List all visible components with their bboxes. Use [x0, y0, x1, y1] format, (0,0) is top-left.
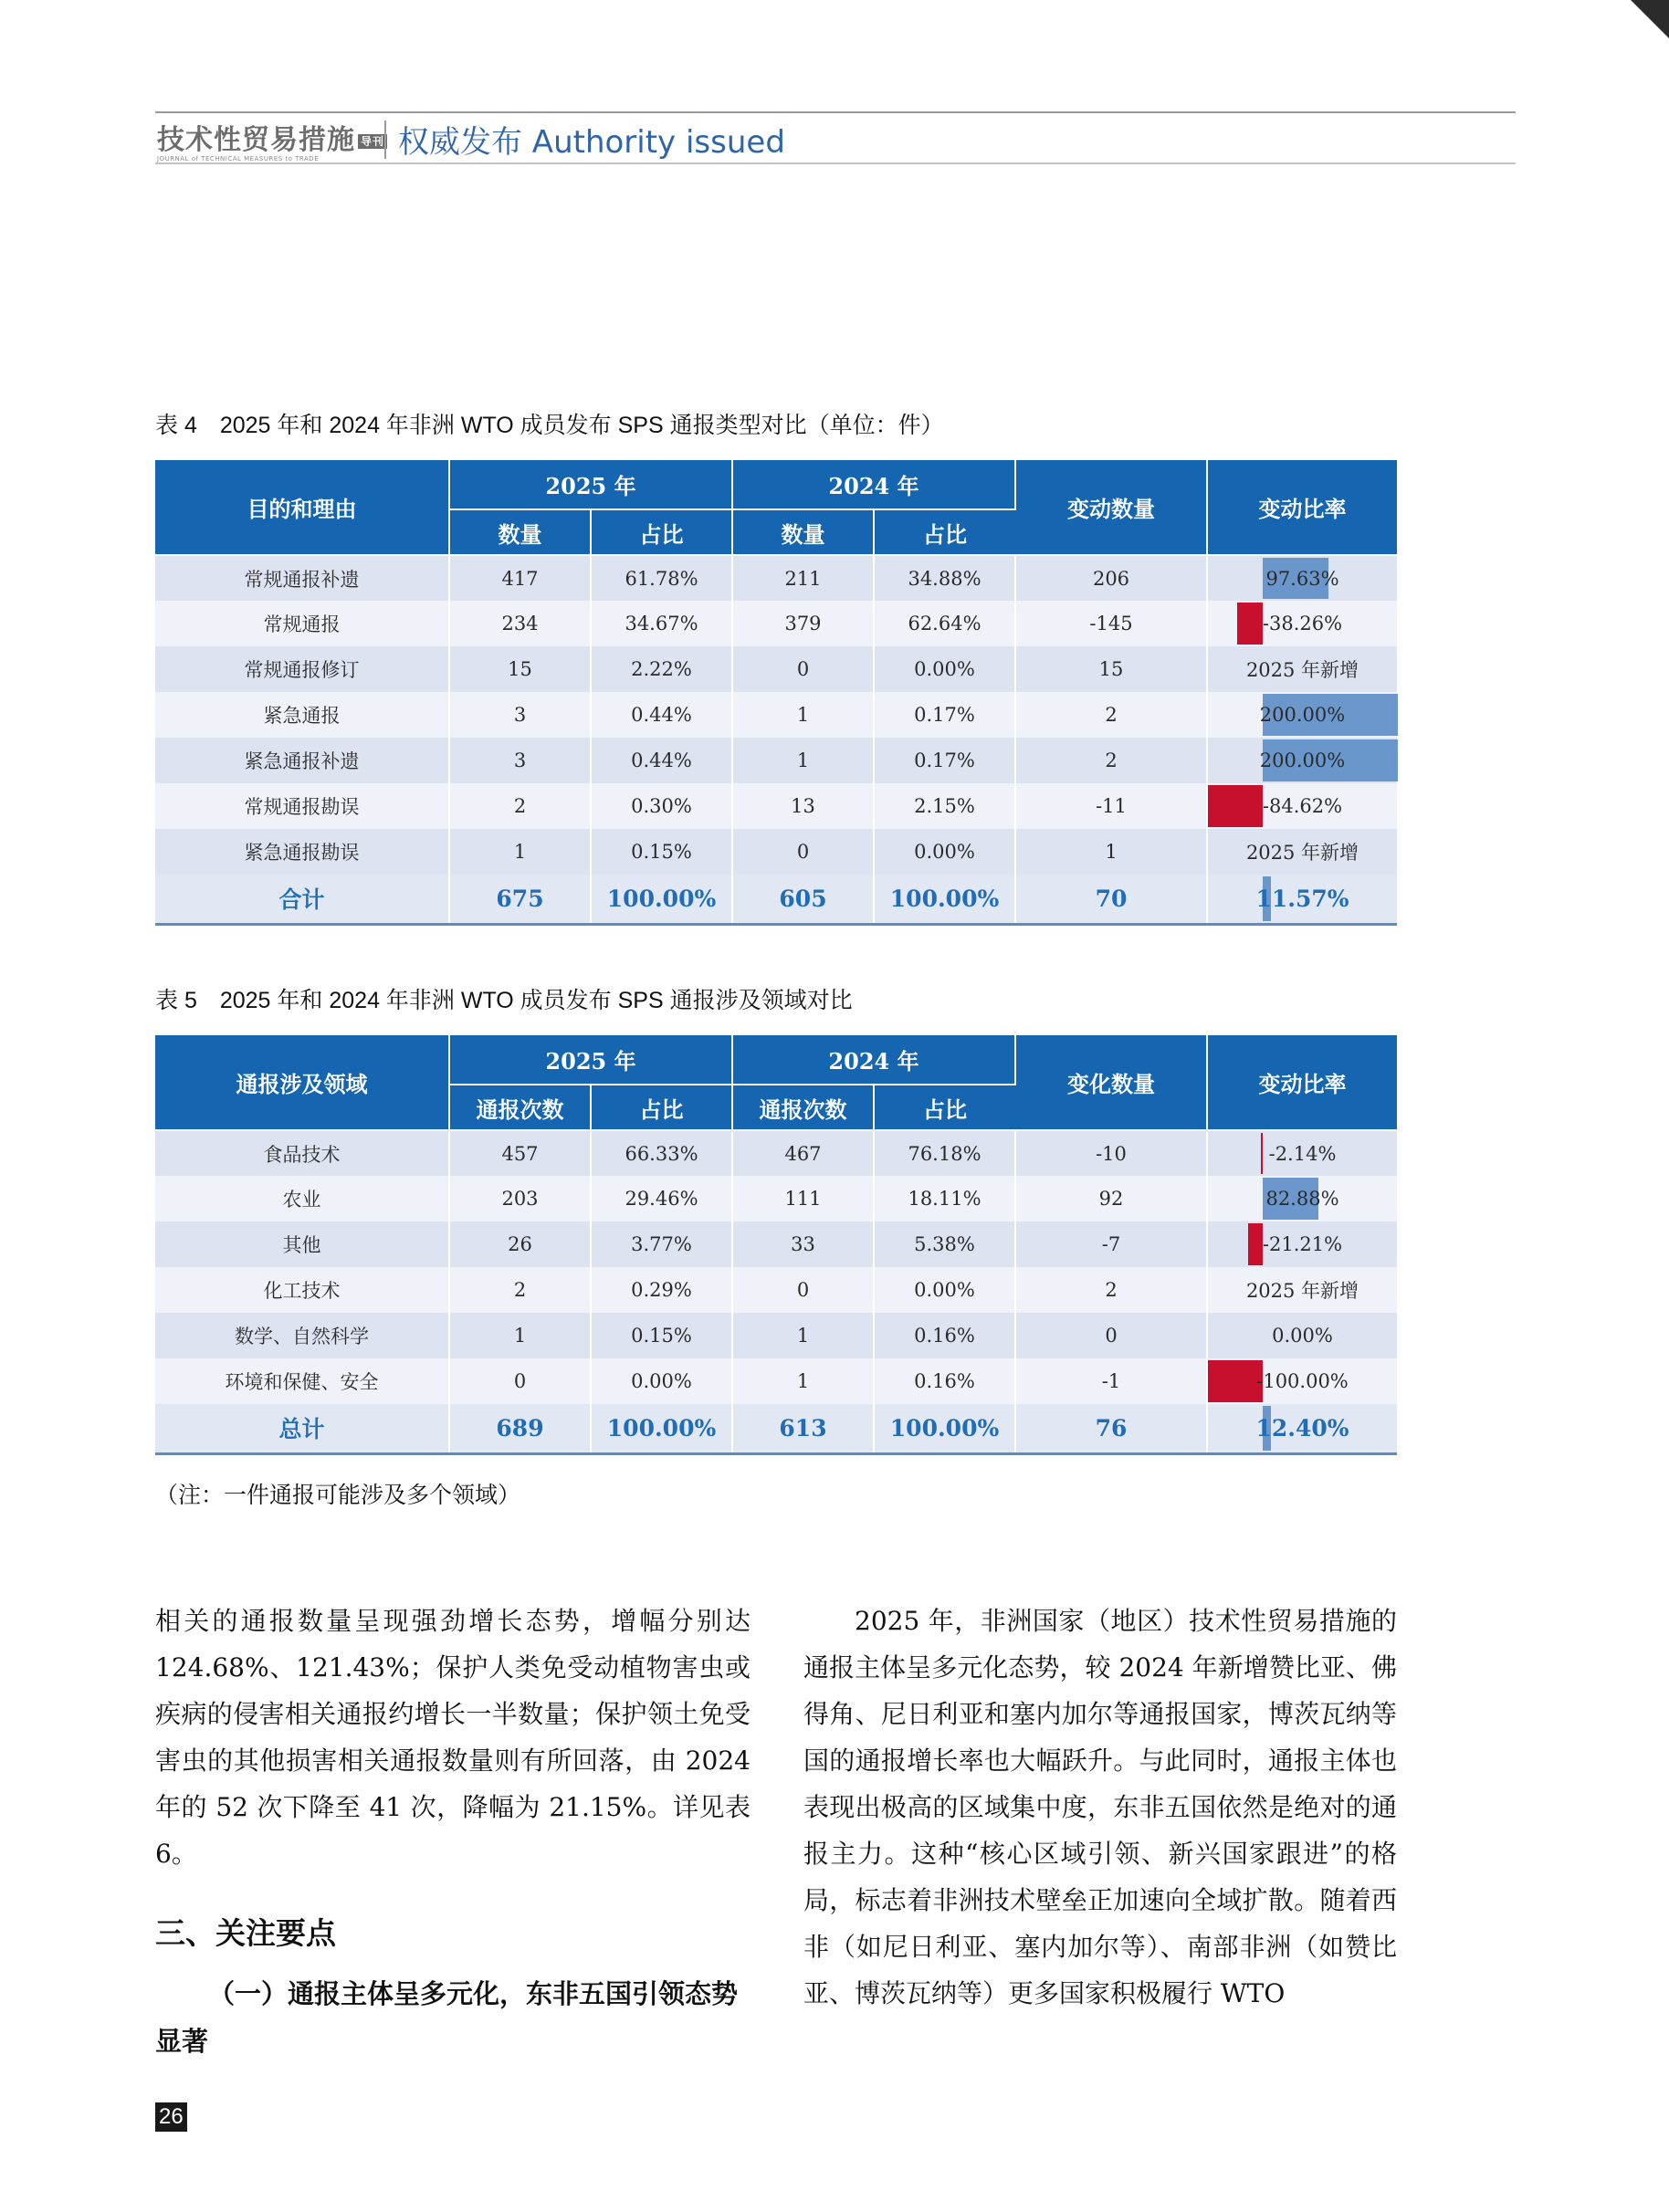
rate-value: 0.00% [1272, 1325, 1333, 1347]
count-2024: 1 [732, 1313, 874, 1358]
share-2025: 0.29% [591, 1267, 732, 1313]
share-2024: 100.00% [874, 1404, 1015, 1453]
change-rate [1207, 1176, 1397, 1221]
share-2024: 0.00% [874, 829, 1015, 875]
table4-head-2024: 2024 年 [732, 460, 1015, 509]
share-2024: 18.11% [874, 1176, 1015, 1221]
section-heading: 三、关注要点 [155, 1915, 336, 1951]
count-2024: 1 [732, 1358, 874, 1404]
table4-head-2025: 2025 年 [449, 460, 732, 509]
change-rate [1207, 692, 1397, 738]
row-label: 紧急通报 [155, 692, 449, 738]
count-2025: 3 [449, 692, 591, 738]
rate-value: 11.57% [1255, 885, 1349, 912]
table-row [155, 692, 1397, 738]
change-rate [1207, 829, 1397, 875]
rate-bar-negative [1237, 603, 1263, 645]
rate-value: 2025 年新增 [1245, 842, 1359, 864]
count-2024: 0 [732, 829, 874, 875]
row-label: 农业 [155, 1176, 449, 1221]
change-count: -11 [1015, 783, 1207, 829]
count-2025: 3 [449, 738, 591, 783]
share-2024: 0.00% [874, 646, 1015, 692]
change-rate [1207, 601, 1397, 646]
table4-head-share-2024: 占比 [874, 509, 1015, 555]
header-rule-bottom [155, 162, 1516, 164]
row-label: 常规通报补遗 [155, 555, 449, 601]
change-rate [1207, 1404, 1397, 1453]
table-row [155, 1267, 1397, 1313]
share-2024: 2.15% [874, 783, 1015, 829]
count-2025: 1 [449, 829, 591, 875]
rate-value: 200.00% [1259, 704, 1346, 726]
change-count: 2 [1015, 1267, 1207, 1313]
share-2025: 66.33% [591, 1130, 732, 1176]
table-row [155, 1313, 1397, 1358]
count-2024: 1 [732, 692, 874, 738]
change-count: 206 [1015, 555, 1207, 601]
change-rate [1207, 1313, 1397, 1358]
row-label: 紧急通报勘误 [155, 829, 449, 875]
change-rate [1207, 875, 1397, 924]
table5-head-2024: 2024 年 [732, 1035, 1015, 1085]
count-2025: 1 [449, 1313, 591, 1358]
table5-head-change-rate: 变动比率 [1207, 1035, 1397, 1130]
change-rate [1207, 783, 1397, 829]
left-paragraph: 相关的通报数量呈现强劲增长态势，增幅分别达 124.68%、121.43%；保护人类免受动植物害虫或疾病的侵害相关通报约增长一半数量；保护领土免受害虫的其他损害相关通报数量则有所回落，由 2024 年的 52 次下降至 41 次，降幅为 21.15%。详见表 6。 [155, 1606, 751, 1869]
table5-caption: 表 5 2025 年和 2024 年非洲 WTO 成员发布 SPS 通报涉及领域对比 [155, 988, 853, 1013]
count-2025: 2 [449, 783, 591, 829]
table5-head-share-2024: 占比 [874, 1085, 1015, 1130]
change-rate [1207, 1221, 1397, 1267]
rate-bar-negative [1261, 1133, 1263, 1174]
share-2025: 100.00% [591, 875, 732, 924]
row-label: 合计 [155, 875, 449, 924]
table-row [155, 738, 1397, 783]
share-2025: 100.00% [591, 1404, 732, 1453]
share-2024: 34.88% [874, 555, 1015, 601]
rate-value: -84.62% [1262, 795, 1343, 817]
table5-head-share-2025: 占比 [591, 1085, 732, 1130]
rate-value: 2025 年新增 [1245, 659, 1359, 681]
change-rate [1207, 1358, 1397, 1404]
table4-head-count-2024: 数量 [732, 509, 874, 555]
table4-head-change-count: 变动数量 [1015, 460, 1207, 555]
count-2024: 13 [732, 783, 874, 829]
count-2024: 1 [732, 738, 874, 783]
rate-value: 82.88% [1265, 1188, 1339, 1210]
count-2025: 15 [449, 646, 591, 692]
table4-caption: 表 4 2025 年和 2024 年非洲 WTO 成员发布 SPS 通报类型对比（单位：件） [155, 413, 944, 438]
right-column [803, 1598, 1397, 2017]
rate-value: -100.00% [1256, 1370, 1349, 1392]
table-row [155, 1130, 1397, 1176]
share-2025: 61.78% [591, 555, 732, 601]
count-2024: 211 [732, 555, 874, 601]
share-2024: 0.16% [874, 1313, 1015, 1358]
rate-value: 12.40% [1255, 1414, 1349, 1441]
change-count: 2 [1015, 692, 1207, 738]
count-2024: 0 [732, 646, 874, 692]
change-count: 76 [1015, 1404, 1207, 1453]
share-2024: 100.00% [874, 875, 1015, 924]
row-label: 数学、自然科学 [155, 1313, 449, 1358]
share-2024: 0.17% [874, 738, 1015, 783]
row-label: 食品技术 [155, 1130, 449, 1176]
table-row [155, 555, 1397, 601]
table5-note: （注：一件通报可能涉及多个领域） [155, 1483, 521, 1508]
table5-body [155, 1130, 1397, 1453]
change-count: 92 [1015, 1176, 1207, 1221]
share-2025: 0.15% [591, 1313, 732, 1358]
change-rate [1207, 1130, 1397, 1176]
left-column [155, 1598, 751, 1877]
count-2025: 689 [449, 1404, 591, 1453]
count-2025: 203 [449, 1176, 591, 1221]
row-label: 常规通报勘误 [155, 783, 449, 829]
table5-head-count-2024: 通报次数 [732, 1085, 874, 1130]
share-2025: 0.00% [591, 1358, 732, 1404]
change-rate [1207, 1267, 1397, 1313]
rate-value: -21.21% [1262, 1233, 1343, 1255]
share-2025: 0.30% [591, 783, 732, 829]
row-label: 总计 [155, 1404, 449, 1453]
table-row [155, 783, 1397, 829]
count-2024: 379 [732, 601, 874, 646]
count-2025: 234 [449, 601, 591, 646]
table-total-row [155, 1404, 1397, 1453]
table4-head-share-2025: 占比 [591, 509, 732, 555]
section-header-title: 权威发布 Authority issued [398, 124, 785, 161]
share-2024: 76.18% [874, 1130, 1015, 1176]
row-label: 常规通报修订 [155, 646, 449, 692]
change-count: -7 [1015, 1221, 1207, 1267]
journal-logo [157, 117, 385, 162]
change-count: -1 [1015, 1358, 1207, 1404]
share-2025: 3.77% [591, 1221, 732, 1267]
rate-value: -38.26% [1262, 613, 1343, 634]
share-2025: 0.44% [591, 738, 732, 783]
table-total-row [155, 875, 1397, 924]
page-corner-fold [1631, 0, 1669, 38]
header-rule-top [155, 111, 1516, 113]
share-2024: 0.00% [874, 1267, 1015, 1313]
table5-head-count-2025: 通报次数 [449, 1085, 591, 1130]
share-2025: 2.22% [591, 646, 732, 692]
table4-head-change-rate: 变动比率 [1207, 460, 1397, 555]
rate-bar-negative [1208, 1360, 1263, 1402]
count-2024: 111 [732, 1176, 874, 1221]
change-count: -10 [1015, 1130, 1207, 1176]
table4-head-count-2025: 数量 [449, 509, 591, 555]
table-row [155, 1176, 1397, 1221]
journal-en-name: JOURNAL of TECHNICAL MEASURES to TRADE [157, 155, 320, 162]
row-label: 化工技术 [155, 1267, 449, 1313]
change-rate [1207, 738, 1397, 783]
change-count: 15 [1015, 646, 1207, 692]
table-row [155, 646, 1397, 692]
share-2024: 0.16% [874, 1358, 1015, 1404]
page-number: 26 [155, 2102, 187, 2132]
table-row [155, 829, 1397, 875]
change-count: 70 [1015, 875, 1207, 924]
rate-bar-negative [1248, 1223, 1263, 1265]
count-2025: 417 [449, 555, 591, 601]
table5 [155, 1035, 1397, 1455]
table-row [155, 601, 1397, 646]
count-2025: 675 [449, 875, 591, 924]
share-2024: 0.17% [874, 692, 1015, 738]
rate-value: 97.63% [1265, 567, 1339, 590]
change-count: -145 [1015, 601, 1207, 646]
row-label: 常规通报 [155, 601, 449, 646]
table-row [155, 1358, 1397, 1404]
change-count: 1 [1015, 829, 1207, 875]
table-row [155, 1221, 1397, 1267]
count-2025: 2 [449, 1267, 591, 1313]
table5-head-2025: 2025 年 [449, 1035, 732, 1085]
change-rate [1207, 555, 1397, 601]
share-2024: 62.64% [874, 601, 1015, 646]
table5-head-field: 通报涉及领域 [155, 1035, 449, 1130]
journal-name: 技术性贸易措施 [157, 124, 355, 156]
share-2024: 5.38% [874, 1221, 1015, 1267]
count-2025: 26 [449, 1221, 591, 1267]
count-2024: 0 [732, 1267, 874, 1313]
row-label: 其他 [155, 1221, 449, 1267]
table4 [155, 460, 1397, 926]
count-2024: 605 [732, 875, 874, 924]
header-separator [384, 121, 386, 159]
count-2024: 613 [732, 1404, 874, 1453]
right-paragraph: 2025 年，非洲国家（地区）技术性贸易措施的通报主体呈多元化态势，较 2024 年新增赞比亚、佛得角、尼日利亚和塞内加尔等通报国家，博茨瓦纳等国的通报增长率也大幅跃升。与此同时，通报主体也表现出极高的区域集中度，东非五国依然是绝对的通报主力。这种“核心区域引领、新兴国家跟进”的格局，标志着非洲技术壁垒正加速向全域扩散。随着西非（如尼日利亚、塞内加尔等）、南部非洲（如赞比亚、博茨瓦纳等）更多国家积极履行 WTO [803, 1606, 1397, 2008]
change-count: 0 [1015, 1313, 1207, 1358]
table5-head-change-count: 变化数量 [1015, 1035, 1207, 1130]
count-2025: 0 [449, 1358, 591, 1404]
change-count: 2 [1015, 738, 1207, 783]
rate-value: -2.14% [1268, 1142, 1337, 1165]
row-label: 环境和保健、安全 [155, 1358, 449, 1404]
share-2025: 34.67% [591, 601, 732, 646]
row-label: 紧急通报补遗 [155, 738, 449, 783]
table4-head-purpose: 目的和理由 [155, 460, 449, 555]
subsection-heading: （一）通报主体呈多元化，东非五国引领态势显著 [155, 1978, 739, 2057]
share-2025: 0.44% [591, 692, 732, 738]
table4-body [155, 555, 1397, 924]
share-2025: 29.46% [591, 1176, 732, 1221]
count-2025: 457 [449, 1130, 591, 1176]
journal-tag: 导刊 [358, 134, 387, 149]
rate-bar-negative [1208, 785, 1263, 827]
rate-value: 200.00% [1259, 750, 1346, 771]
share-2025: 0.15% [591, 829, 732, 875]
change-rate [1207, 646, 1397, 692]
count-2024: 467 [732, 1130, 874, 1176]
rate-value: 2025 年新增 [1245, 1280, 1359, 1302]
count-2024: 33 [732, 1221, 874, 1267]
